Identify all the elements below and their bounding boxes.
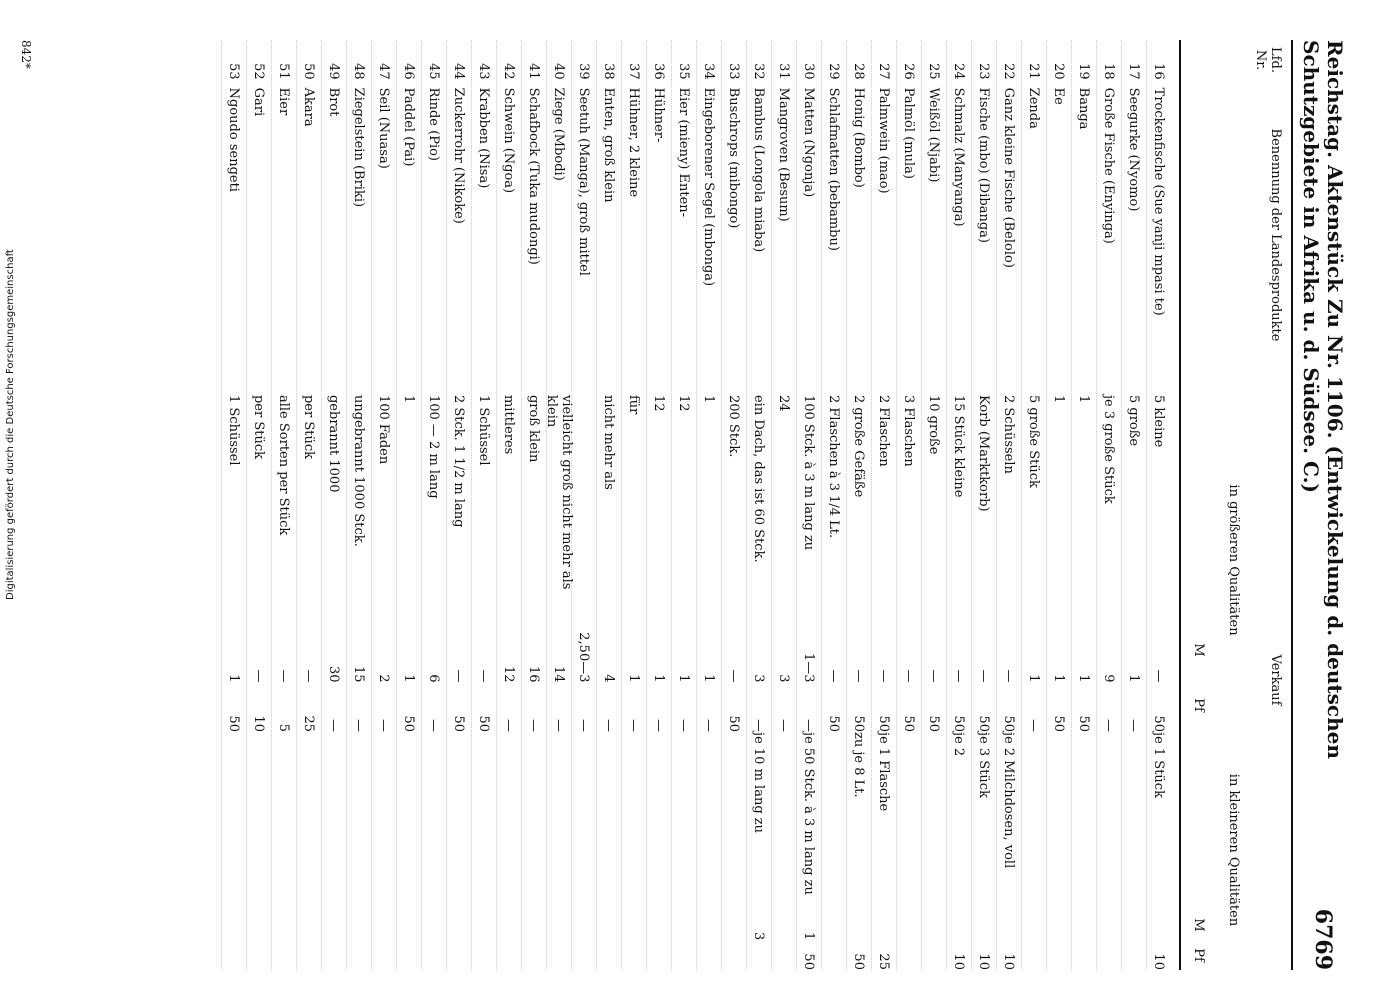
cell-m1: —	[276, 669, 292, 683]
cell-nr: 18	[1101, 63, 1117, 80]
cell-p1: —	[426, 719, 442, 733]
cell-nr: 36	[651, 63, 667, 80]
cell-nr: 32	[751, 63, 767, 80]
col-name: Benennung der Landesprodukte	[1268, 128, 1283, 342]
cell-p2: 10	[951, 953, 967, 970]
cell-name: Banga	[1076, 87, 1092, 130]
table-row	[596, 40, 621, 970]
table-row	[521, 40, 546, 970]
table-row	[1071, 40, 1096, 970]
cell-p1: 50	[476, 715, 492, 733]
cell-q1: 12	[651, 394, 667, 412]
cell-name: Matten (Ngonja)	[801, 87, 817, 198]
cell-q1: 3 Flaschen	[901, 394, 917, 467]
cell-nr: 17	[1126, 63, 1142, 80]
table-row	[796, 40, 821, 970]
cell-m1: 1	[1051, 674, 1067, 683]
cell-q2: je 10 m lang zu	[751, 732, 767, 833]
table-row	[221, 40, 246, 970]
cell-p1: 50	[1151, 715, 1167, 733]
cell-name: Enten, groß klein	[601, 87, 617, 203]
cell-name: Zuckerrohr (Nikoke)	[451, 87, 467, 224]
cell-q1: 5 große Stück	[1026, 394, 1042, 488]
cell-p1: 10	[251, 715, 267, 733]
cell-m1: 6	[426, 674, 442, 683]
table-row	[846, 40, 871, 970]
table-row	[821, 40, 846, 970]
cell-p1: 50	[926, 715, 942, 733]
cell-q1: 100 — 2 m lang	[426, 394, 442, 499]
table-row	[996, 40, 1021, 970]
table-row	[421, 40, 446, 970]
cell-p2: 25	[876, 953, 892, 970]
cell-nr: 35	[676, 63, 692, 80]
cell-p1: 50	[451, 715, 467, 733]
col-q2: in kleineren Qualitäten	[1226, 773, 1241, 927]
cell-name: Palmwein (mao)	[876, 87, 892, 194]
cell-name: Eier (mieny) Enten-	[676, 87, 692, 218]
cell-q2: je 2	[951, 732, 967, 757]
cell-q1: 2 Schüsseln	[1001, 394, 1017, 474]
cell-q1: 2 Flaschen à 3 1/4 Lt.	[826, 394, 842, 539]
cell-m1: 15	[351, 665, 367, 683]
cell-nr: 51	[276, 63, 292, 80]
table-row	[771, 40, 796, 970]
cell-q1: 10 große	[926, 394, 942, 455]
cell-nr: 52	[251, 63, 267, 80]
cell-nr: 40	[551, 63, 567, 80]
cell-m1: —	[1001, 669, 1017, 683]
table-row	[571, 40, 596, 970]
cell-m1: 1	[651, 674, 667, 683]
cell-p1: —	[376, 719, 392, 733]
cell-name: Ziege (Mbodi)	[551, 87, 567, 181]
cell-p1: —	[1101, 719, 1117, 733]
cell-name: Zenda	[1026, 87, 1042, 129]
cell-name: Seetuh (Manga), groß mittel	[576, 87, 592, 276]
cell-m1: 1	[1026, 674, 1042, 683]
cell-q1: 100 Faden	[376, 394, 392, 465]
cell-p2: 10	[976, 953, 992, 970]
cell-p1: —	[626, 719, 642, 733]
cell-m1: 2	[376, 674, 392, 683]
cell-q1: 1	[401, 394, 417, 404]
table-row	[471, 40, 496, 970]
cell-nr: 22	[1001, 63, 1017, 80]
cell-q2: je 3 Stück	[976, 732, 992, 798]
footer-number: 842*	[19, 40, 33, 69]
cell-p1: —	[551, 719, 567, 733]
table-row	[1046, 40, 1071, 970]
cell-q1: ungebrannt 1000 Stck.	[351, 394, 367, 547]
cell-name: Krabben (Nisa)	[476, 87, 492, 189]
cell-p2: 50	[801, 953, 817, 970]
table-row	[921, 40, 946, 970]
table-row	[621, 40, 646, 970]
cell-p1: 50	[826, 715, 842, 733]
cell-p1: 50	[876, 715, 892, 733]
cell-q1: 15 Stück kleine	[951, 394, 967, 498]
cell-p1: —	[501, 719, 517, 733]
cell-q1: 5 große	[1126, 394, 1142, 447]
price-table	[41, 40, 1293, 970]
table-row	[321, 40, 346, 970]
cell-nr: 29	[826, 63, 842, 80]
cell-m1: —	[901, 669, 917, 683]
table-row	[871, 40, 896, 970]
cell-p1: —	[351, 719, 367, 733]
cell-p1: —	[776, 719, 792, 733]
cell-m1: 1	[401, 674, 417, 683]
cell-nr: 30	[801, 63, 817, 80]
cell-nr: 27	[876, 63, 892, 80]
cell-name: Paddel (Pai)	[401, 87, 417, 167]
cell-q1: 1	[701, 394, 717, 404]
table-row	[496, 40, 521, 970]
cell-name: Fische (mbo) (Dibanga)	[976, 87, 992, 243]
table-row	[746, 40, 771, 970]
cell-nr: 31	[776, 63, 792, 80]
col-nr: Lfd. Nr.	[1253, 47, 1283, 73]
cell-q1: 24	[776, 394, 792, 412]
cell-p1: —	[326, 719, 342, 733]
cell-p1: —	[1126, 719, 1142, 733]
cell-p1: 50	[1001, 715, 1017, 733]
cell-nr: 50	[301, 63, 317, 80]
cell-p1: —	[751, 719, 767, 733]
cell-nr: 41	[526, 63, 542, 80]
table-row	[946, 40, 971, 970]
cell-q1: nicht mehr als	[601, 394, 617, 490]
cell-m1: 16	[526, 665, 542, 683]
cell-q1: für	[626, 394, 642, 415]
cell-m1: —	[1151, 669, 1167, 683]
table-row	[971, 40, 996, 970]
cell-m1: 3	[751, 674, 767, 683]
cell-name: Große Fische (Enyinga)	[1101, 87, 1117, 244]
table-row	[721, 40, 746, 970]
cell-name: Schwein (Ngoa)	[501, 87, 517, 194]
cell-name: Trockenfische (Sue yanji mpasi te)	[1151, 87, 1167, 316]
cell-p1: 50	[976, 715, 992, 733]
table-header	[1179, 40, 1291, 970]
cell-name: Brot	[326, 87, 342, 117]
cell-name: Hühner, 2 kleine	[626, 87, 642, 198]
table-row	[1021, 40, 1046, 970]
table-row	[1121, 40, 1146, 970]
cell-nr: 16	[1151, 63, 1167, 80]
table-row	[1096, 40, 1121, 970]
cell-m2: 1	[801, 931, 817, 941]
cell-name: Ziegelstein (Briki)	[351, 87, 367, 208]
cell-name: Schmalz (Manyanga)	[951, 87, 967, 227]
table-row	[896, 40, 921, 970]
cell-m1: —	[951, 669, 967, 683]
cell-q1: alle Sorten per Stück	[276, 394, 292, 536]
cell-name: Seegurke (Nyomo)	[1126, 87, 1142, 212]
header-title: Reichstag. Aktenstück Zu Nr. 1106. (Entwickelung d. deutschen Schutzgebiete in Afrika u. d. Südsee. C.)	[1299, 40, 1347, 759]
cell-name: Eier	[276, 87, 292, 116]
cell-p1: 50	[951, 715, 967, 733]
cell-q1: 2 Flaschen	[876, 394, 892, 467]
cell-m1: 1	[701, 674, 717, 683]
cell-m1: 3	[776, 674, 792, 683]
table-row	[696, 40, 721, 970]
cell-m1: 1—3	[801, 652, 817, 683]
cell-m1: 2,50—3	[576, 632, 592, 683]
table-row	[296, 40, 321, 970]
cell-q1: je 3 große Stück	[1101, 394, 1117, 504]
cell-p1: 5	[276, 723, 292, 733]
cell-nr: 23	[976, 63, 992, 80]
col-m1: M	[1191, 643, 1206, 657]
cell-p1: —	[801, 719, 817, 733]
table-row	[1146, 40, 1171, 970]
col-verkauf: Verkauf	[1268, 654, 1283, 706]
cell-q1: 1	[1051, 394, 1067, 404]
cell-q1: 12	[676, 394, 692, 412]
cell-m1: —	[451, 669, 467, 683]
cell-m1: 1	[1126, 674, 1142, 683]
cell-q2: je 50 Stck. à 3 m lang zu	[801, 732, 817, 895]
cell-p1: 50	[901, 715, 917, 733]
cell-nr: 24	[951, 63, 967, 80]
cell-nr: 34	[701, 63, 717, 80]
cell-q1: 1	[1076, 394, 1092, 404]
cell-p1: 50	[1076, 715, 1092, 733]
cell-q1: mittleres	[501, 394, 517, 455]
cell-nr: 28	[851, 63, 867, 80]
col-p1: Pf	[1191, 698, 1206, 712]
cell-m1: 12	[501, 665, 517, 683]
cell-m1: —	[851, 669, 867, 683]
cell-m2: 3	[751, 931, 767, 941]
cell-nr: 49	[326, 63, 342, 80]
cell-q2: je 2 Milchdosen, voll	[1001, 732, 1017, 869]
cell-p1: 50	[401, 715, 417, 733]
cell-q1: per Stück	[301, 394, 317, 460]
cell-m1: —	[251, 669, 267, 683]
cell-m1: —	[926, 669, 942, 683]
cell-p1: 25	[301, 715, 317, 733]
col-m2: M	[1191, 918, 1206, 932]
table-body	[221, 40, 1171, 970]
cell-q1: ein Dach, das ist 60 Stck.	[751, 394, 767, 563]
cell-p1: 50	[851, 715, 867, 733]
cell-m1: 9	[1101, 674, 1117, 683]
col-p2: Pf	[1191, 948, 1206, 962]
cell-q1: Korb (Marktkorb)	[976, 394, 992, 512]
cell-nr: 38	[601, 63, 617, 80]
table-row	[246, 40, 271, 970]
cell-name: Ngoudo sengeti	[226, 87, 242, 192]
cell-nr: 48	[351, 63, 367, 80]
cell-m1: 14	[551, 665, 567, 683]
cell-name: Schlafmatten (bebambu)	[826, 87, 842, 251]
table-row	[346, 40, 371, 970]
cell-name: Eingeborener Segel (mbonga)	[701, 87, 717, 287]
cell-q1: per Stück	[251, 394, 267, 460]
cell-name: Honig (Bombo)	[851, 87, 867, 188]
cell-q2: je 1 Stück	[1151, 732, 1167, 798]
cell-nr: 53	[226, 63, 242, 80]
cell-q1: gebrannt 1000	[326, 394, 342, 493]
cell-q1: 2 Stck. 1 1/2 m lang	[451, 394, 467, 528]
cell-p1: —	[526, 719, 542, 733]
table-row	[446, 40, 471, 970]
cell-p2: 10	[1151, 953, 1167, 970]
cell-m1: 4	[601, 674, 617, 683]
cell-q1: 100 Stck. à 3 m lang zu	[801, 394, 817, 551]
cell-nr: 47	[376, 63, 392, 80]
cell-name: Weißöl (Njabi)	[926, 87, 942, 183]
cell-name: Bambus (Longola miaba)	[751, 87, 767, 253]
cell-nr: 33	[726, 63, 742, 80]
cell-name: Palmöl (mula)	[901, 87, 917, 179]
cell-m1: —	[826, 669, 842, 683]
cell-p1: 50	[1051, 715, 1067, 733]
sidebar-credit: Digitalisierung gefördert durch die Deutsche Forschungsgemeinschaft	[5, 249, 16, 600]
cell-m1: —	[976, 669, 992, 683]
cell-nr: 25	[926, 63, 942, 80]
cell-m1: 1	[226, 674, 242, 683]
cell-nr: 46	[401, 63, 417, 80]
cell-q1: 200 Stck.	[726, 394, 742, 458]
cell-m1: 1	[626, 674, 642, 683]
cell-nr: 21	[1026, 63, 1042, 80]
cell-name: Schafbock (Tuka mudongi)	[526, 87, 542, 265]
cell-p1: 50	[226, 715, 242, 733]
cell-p1: —	[676, 719, 692, 733]
cell-p1: —	[651, 719, 667, 733]
page-number: 6769	[1310, 908, 1336, 970]
cell-name: Rinde (Pio)	[426, 87, 442, 161]
table-row	[671, 40, 696, 970]
table-row	[544, 40, 574, 970]
cell-p1: 50	[726, 715, 742, 733]
cell-m1: —	[476, 669, 492, 683]
cell-nr: 20	[1051, 63, 1067, 80]
cell-nr: 43	[476, 63, 492, 80]
col-q1: in größeren Qualitäten	[1226, 484, 1241, 636]
cell-name: Hühner-	[651, 87, 667, 143]
cell-p1: —	[701, 719, 717, 733]
table-row	[371, 40, 396, 970]
cell-m1: —	[876, 669, 892, 683]
cell-q1: 2 große Gefäße	[851, 394, 867, 498]
cell-p1: —	[601, 719, 617, 733]
cell-q1: groß klein	[526, 394, 542, 463]
cell-nr: 45	[426, 63, 442, 80]
cell-p1: —	[1026, 719, 1042, 733]
table-row	[396, 40, 421, 970]
cell-name: Akara	[301, 87, 317, 127]
cell-m1: 1	[1076, 674, 1092, 683]
cell-q1: 1 Schüssel	[476, 394, 492, 466]
table-row	[646, 40, 671, 970]
cell-p2: 10	[1001, 953, 1017, 970]
cell-nr: 42	[501, 63, 517, 80]
cell-q2: zu je 8 Lt.	[851, 732, 867, 798]
cell-nr: 37	[626, 63, 642, 80]
cell-nr: 19	[1076, 63, 1092, 80]
cell-name: Ee	[1051, 87, 1067, 105]
cell-name: Gari	[251, 87, 267, 117]
cell-name: Mangroven (Besum)	[776, 87, 792, 222]
cell-name: Buschrops (mibongo)	[726, 87, 742, 229]
cell-q2: je 1 Flasche	[876, 732, 892, 812]
cell-name: Ganz kleine Fische (Belolo)	[1001, 87, 1017, 268]
page-header	[1299, 40, 1347, 970]
table-row	[271, 40, 296, 970]
cell-m1: —	[301, 669, 317, 683]
cell-q1: vielleicht groß nicht mehr als klein	[544, 394, 574, 590]
cell-m1: 30	[326, 665, 342, 683]
cell-m1: 1	[676, 674, 692, 683]
cell-q1: 5 kleine	[1151, 394, 1167, 448]
cell-p1: —	[576, 719, 592, 733]
cell-name: Seil (Nuasa)	[376, 87, 392, 169]
cell-nr: 26	[901, 63, 917, 80]
cell-nr: 44	[451, 63, 467, 80]
cell-p2: 50	[851, 953, 867, 970]
cell-q1: 1 Schüssel	[226, 394, 242, 466]
cell-nr: 39	[576, 63, 592, 80]
cell-m1: —	[726, 669, 742, 683]
